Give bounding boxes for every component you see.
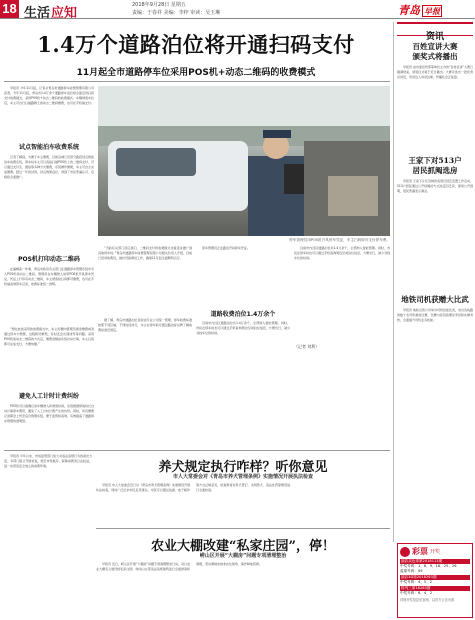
lottery-header: [400, 546, 470, 557]
lead-headline: 1.4万个道路泊位将开通扫码支付: [37, 32, 355, 57]
divider: [4, 81, 390, 82]
lottery-box: [397, 543, 473, 618]
subhead-pilot: 试点智能泊车收费系统: [18, 144, 79, 151]
photo-caption: 停车管理员用POS机开具停车凭证，车主扫码即可支付停车费。: [289, 238, 390, 242]
news-headline-3: 地铁司机获赠大比武: [401, 295, 469, 304]
lead-body-f: “当前有关部门答应我们，二维码支付的收费模式也将逐步推广到其他停车场。”青岛市道路停车收费管理有限公司相关负责人介绍，目前已培训收费员，做好设备调试工作，确保11月起全面顺利运行。: [98, 246, 192, 260]
news-body-2: 早报讯 王家下片区旧城改造项目回迁安置工作启动，513户居民通过公开抓阄的方式选定回迁房，现场公开透明，居民普遍表示满意。: [397, 179, 473, 193]
section-name: 生活应知: [24, 6, 78, 21]
lower-divider: [4, 450, 390, 451]
lead-photo: [98, 86, 390, 236]
lottery-line-2: 中奖号码：1、6、9、16、25、26: [400, 564, 457, 568]
lead-body-c: 在编辑室一件事，青岛市政府有关部门在道路停车管理系统中引入POS机和动态二维码，管理员在车辆驶入时用POS机开具停车凭证，凭证上打印有动态二维码，车主驶离时扫码即可缴费，也可在手机端查询停车记录，收费标准统一透明。: [4, 267, 94, 286]
brand-logo: 青岛 早报: [398, 4, 440, 17]
page-number: 18: [0, 0, 19, 18]
subhead-pos: POS机打印动态二维码: [18, 256, 80, 263]
lead-body-e: POS机可以准确记录车辆驶入和驶离时间，系统根据停放时长自动计算停车费用，避免了人工计时计费产生的纠纷。同时，所有缴费记录都会上传至后台管理系统，便于监管和查询，有效提高了道路停车管理的透明度。: [4, 404, 94, 423]
lottery-line-5: 中奖号码：4、5、2: [400, 580, 433, 584]
lottery-icon: [400, 547, 410, 557]
news-title: 资讯: [425, 32, 444, 42]
lead-body-g: 据了解，青岛市道路泊位目前由专业公司统一管理，停车收费标准按照不同区域、不同时段执行，车主在停车前可通过路边标识牌了解收费标准及规定。: [98, 318, 192, 332]
column-divider: [393, 22, 394, 542]
masthead: [0, 0, 475, 19]
lower-left-column: [4, 454, 92, 616]
section-logo: 应知: [51, 6, 78, 21]
lower-body-1: 早报讯 市人大常委会近日对《青岛市养犬管理条例》实施情况开展执法检查，同时广泛征求市民意见建议。市民可以通过信函、电子邮件等方式反映意见，检查组将对养犬登记、文明养犬、违法处罚等情况进行全面检查。: [96, 483, 290, 492]
lower-subhead-2: 崂山区开展“大棚房”问题专项清理整治: [199, 553, 287, 559]
date-line: 2018年9月28日 星期五: [132, 2, 186, 8]
lower-divider-2: [96, 528, 390, 529]
subhead-dispute: 避免人工计时计费纠纷: [18, 393, 79, 400]
lead-body-b: 记者了解到，为便于车主缴费，目前岛城已有部分路段试点智能泊车收费系统，停车时车主可以直接扫描POS机上的二维码支付，可以通过支付宝、微信等多种方式缴费，系统操作便捷，车主可自主完成缴费。经过一年的试用，试点效果良好，得到了市民普遍认可，后续将全面推广。: [4, 155, 94, 179]
lower-subhead-1: 市人大常委会对《青岛市养犬管理条例》实施情况开展执法检查: [172, 474, 313, 480]
lead-body-h: 目前市内四区道路泊位共1.4万余个，全部纳入智能管理。同时，市民在停车时也可以通过手机查询周边空闲泊位信息，方便出行，减少寻找车位的时间。: [196, 321, 290, 335]
lottery-line-7: 中奖号码：6、4、2: [400, 591, 433, 595]
lottery-title: 彩票: [412, 546, 428, 556]
news-headline-2: 王家下对513户 居民抓阄选房: [408, 156, 462, 175]
news-body-1: 早报讯 由市委宣传部等单位主办的“百姓宣讲”大赛已圆满结束，颁奖仪式将于近日播出。大赛评选出一批优秀宣讲员，用身边人讲身边事，传播社会正能量。: [397, 65, 473, 79]
lottery-line-1: 福彩双色球第2018113期: [400, 559, 470, 564]
editors-line: 责编：于春祥 美编：李梓 审读：吴玉琳: [132, 10, 221, 16]
lead-column-1: [4, 86, 94, 496]
lead-column-4: [294, 246, 390, 446]
lower-left-body: 早报讯 今年以来，市场监管部门加大对违法违规行为的查处力度，多部门联合开展检查，规范市场秩序，保障消费者合法权益，进一步营造安全放心的消费环境。: [4, 454, 92, 468]
lottery-line-3: 蓝球号码：09: [400, 569, 423, 573]
news-headline-1: 百姓宣讲大赛 颁奖式将播出: [412, 42, 458, 61]
lower-body-2: 早报讯 近日，崂山区开展“大棚房”问题专项清理整治行动，对以农业大棚名义建设的私家庄园、休闲山庄等违法违规建筑进行全面排查和清理，坚决遏制农地非农化现象，保护耕地资源。: [96, 562, 262, 571]
news-title-bar: [397, 22, 473, 42]
lead-body-i: 停车管理员正在路边开具停车凭证。: [202, 246, 250, 250]
lottery-note: 详细开奖信息见官网，以官方公告为准: [400, 598, 455, 602]
lead-column-3: [196, 246, 290, 446]
lower-headline-2: 农业大棚改建“私家庄园”，停！: [151, 539, 335, 554]
lead-body-a: 早报讯 今年11月起，记者从青岛市道路停车收费管理有限公司获悉，今年11月起，青岛市1.4万余个道路停车泊位将全面启用扫码支付收费模式，采用POS机+动态二维码的收费模式。车辆驶离车位后，车主可自行扫描路牌上的动态二维码缴费，也可在手机端支付。: [4, 86, 94, 105]
lead-body-h2: 目前市内四区道路泊位共1.4万余个，全部纳入智能管理。同时，市民在停车时也可以通过手机查询周边空闲泊位信息，方便出行，减少寻找车位的时间。: [294, 246, 390, 260]
lottery-line-6: 排列三第18263期: [400, 586, 470, 591]
lead-subheadline: 11月起全市道路停车位采用POS机+动态二维码的收费模式: [76, 68, 316, 78]
news-body-3: 早报讯 地铁运营公司举办司机技能比武，来自各线路的数十名司机参加比赛，比赛内容包括理论考试和实操考核，全面提升司机业务技能。: [397, 308, 473, 322]
lead-column-2: [98, 246, 192, 446]
lottery-subtitle: 开奖: [430, 549, 441, 555]
lead-body-d: “想在此前采用的收费模式中，车主需要向管理员现金缴费或者通过停车卡缴费，过程相对繁琐，有时还会出现找零等问题。采用POS机加动态二维码的方式后，缴费金额由系统自动计算，车主扫码即可完成支付，方便快捷。”: [4, 327, 94, 346]
news-column: [397, 22, 473, 542]
lower-headline-1: 养犬规定执行咋样？听你意见: [158, 460, 328, 475]
subhead-count: 道路收费泊位1.4万余个: [210, 311, 276, 318]
photo-scene: [98, 86, 390, 236]
lottery-line-4: 福彩3D第2018263期: [400, 575, 470, 580]
lead-author: （记者 刘利）: [294, 344, 320, 349]
